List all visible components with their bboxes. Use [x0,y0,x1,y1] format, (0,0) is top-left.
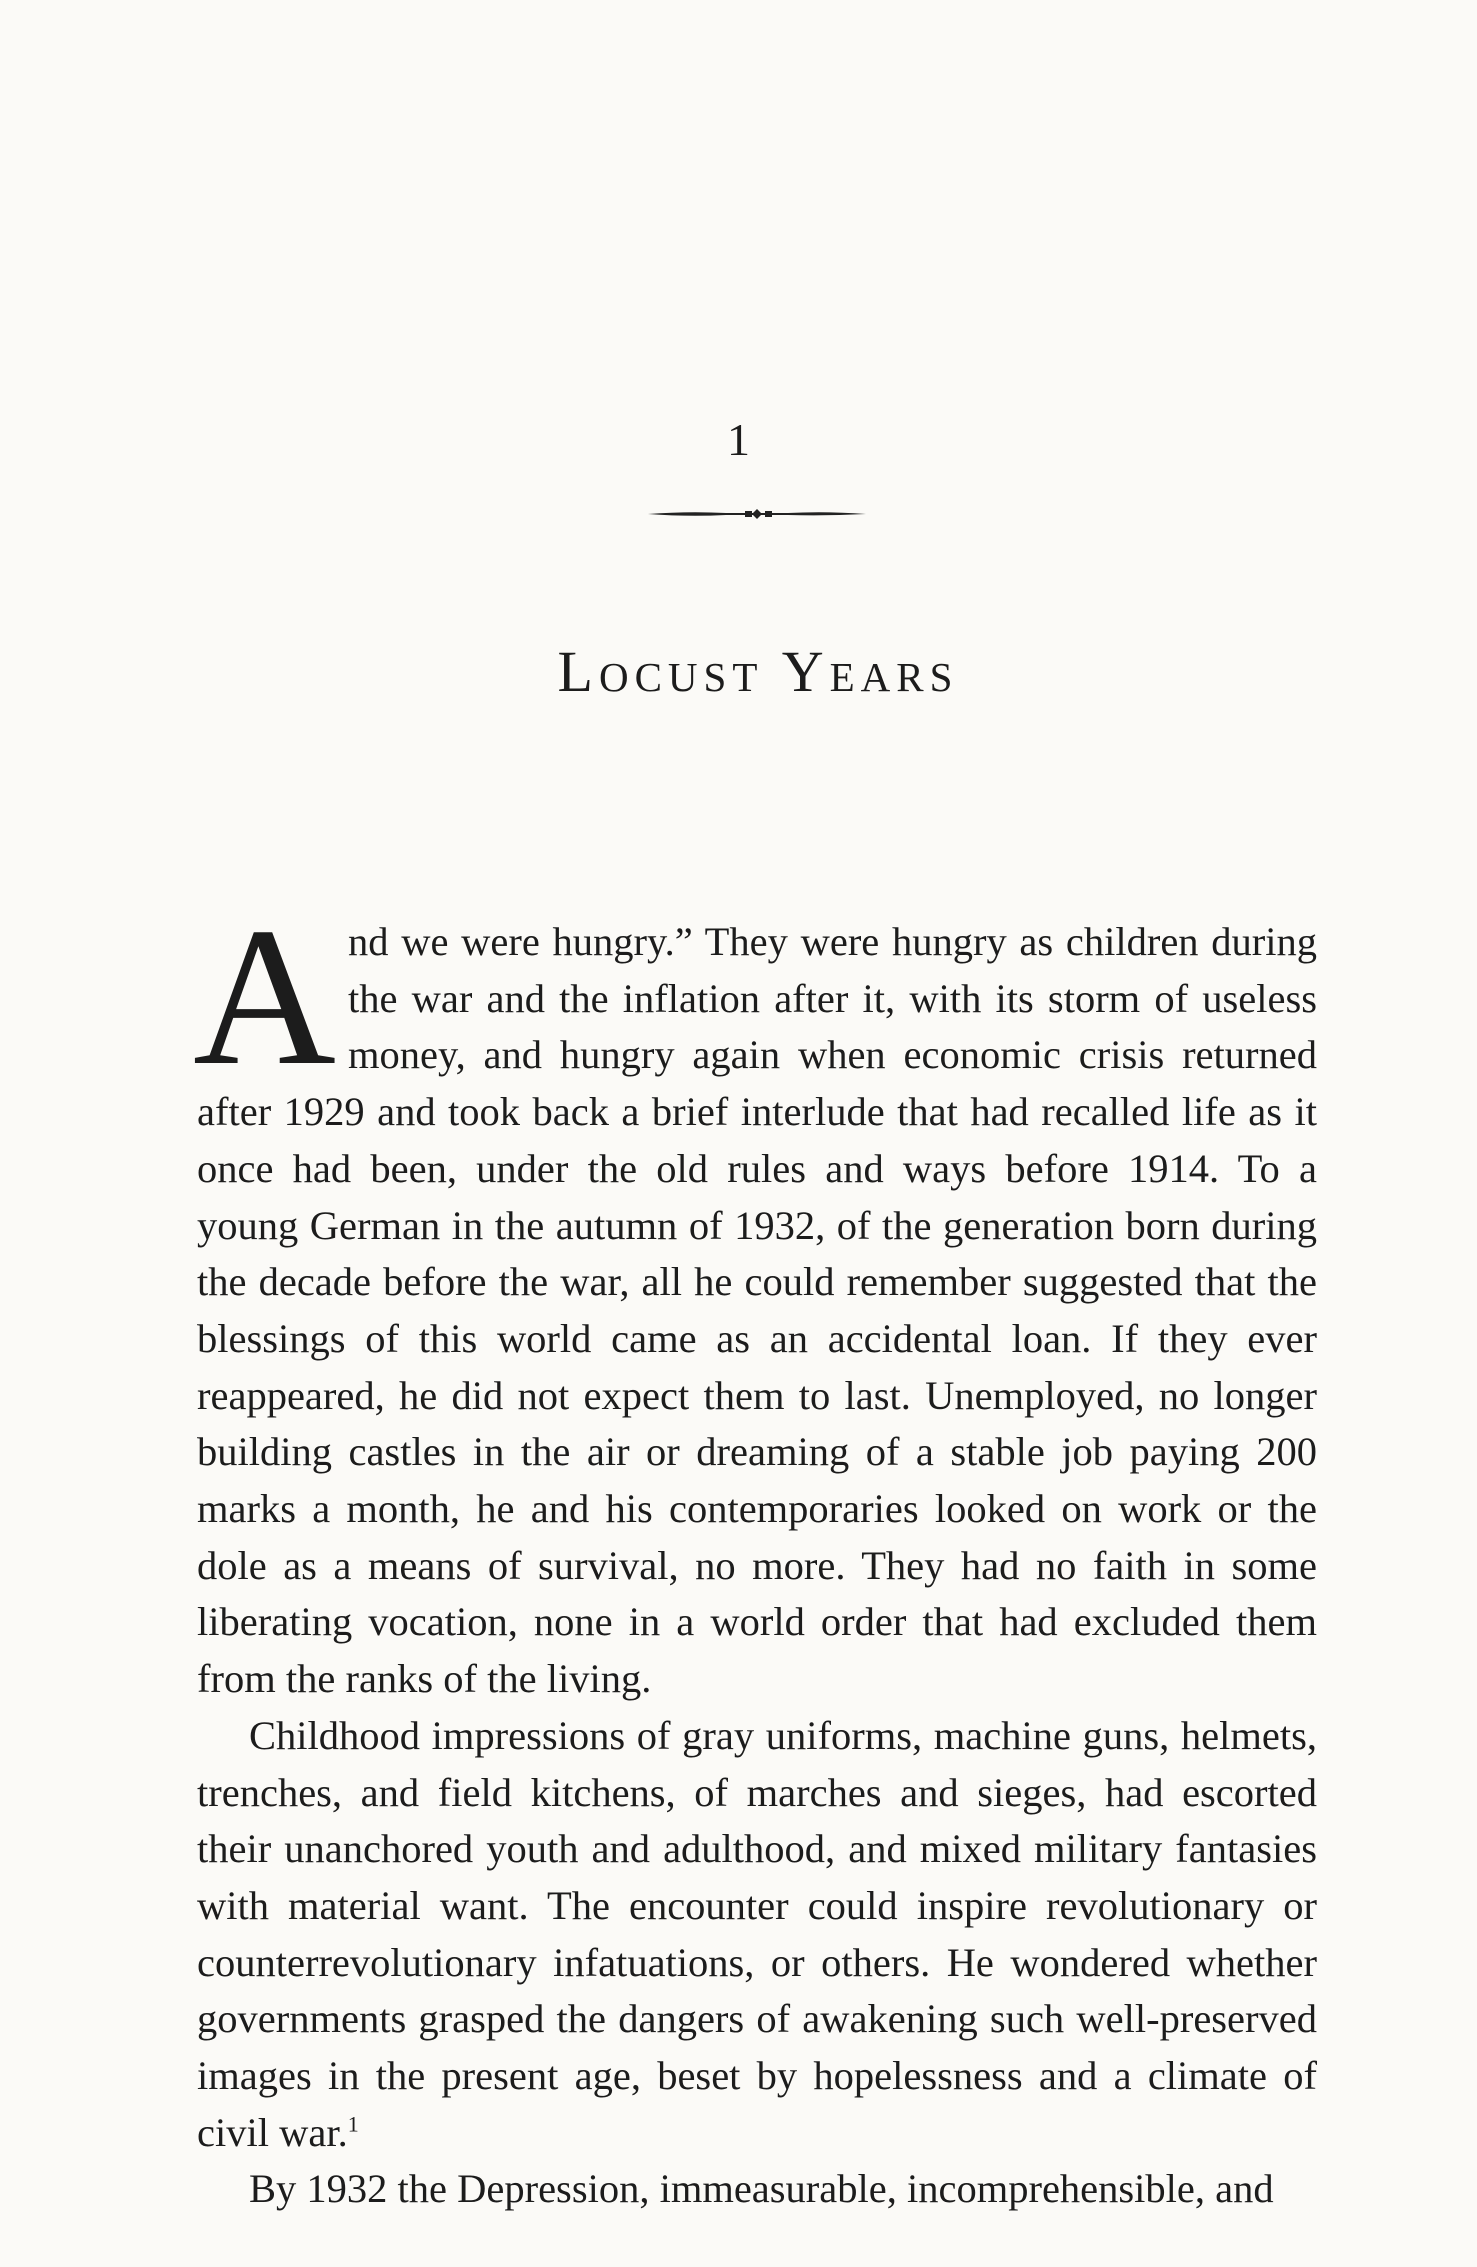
paragraph-1-text: nd we were hungry.” They were hungry as children during the war and the inflation after it, with its storm of useless money, and hungry again when economic crisis returned after 1929 and took back a brief interlude that had recalled life as it once had been, under the old rules and ways before 1914. To a young German in the autumn of 1932, of the generation born during the decade before the war, all he could remember suggested that the blessings of this world came as an accidental loan. If they ever reappeared, he did not expect them to last. Unemployed, no longer building castles in the air or dreaming of a stable job paying 200 marks a month, he and his contemporaries looked on work or the dole as a means of survival, no more. They had no faith in some liberating vocation, none in a world order that had excluded them from the ranks of the living. [197,919,1317,1702]
paragraph-2 [197,1708,1317,2162]
chapter-title: Locust Years [557,639,959,704]
paragraph-1 [193,887,1317,1708]
chapter-number: 1 [727,414,750,465]
paragraph-3-text: By 1932 the Depression, immeasurable, incomprehensible, and [249,2166,1274,2212]
paragraph-2-text: Childhood impressions of gray uniforms, machine guns, helmets, trenches, and field kitchens, of marches and sieges, had escorted their unanchored youth and adulthood, and mixed military fantasies with material want. The encounter could inspire revolutionary or counterrevolutionary infatuations, or others. He wondered whether governments grasped the dangers of awakening such well-preserved images in the present age, beset by hopelessness and a climate of civil war. [197,1712,1317,2155]
chapter-ornament [648,505,866,523]
body-text [193,887,1317,2218]
paragraph-3 [197,2161,1317,2218]
footnote-marker: 1 [347,2111,359,2137]
drop-cap: A [193,887,336,1106]
